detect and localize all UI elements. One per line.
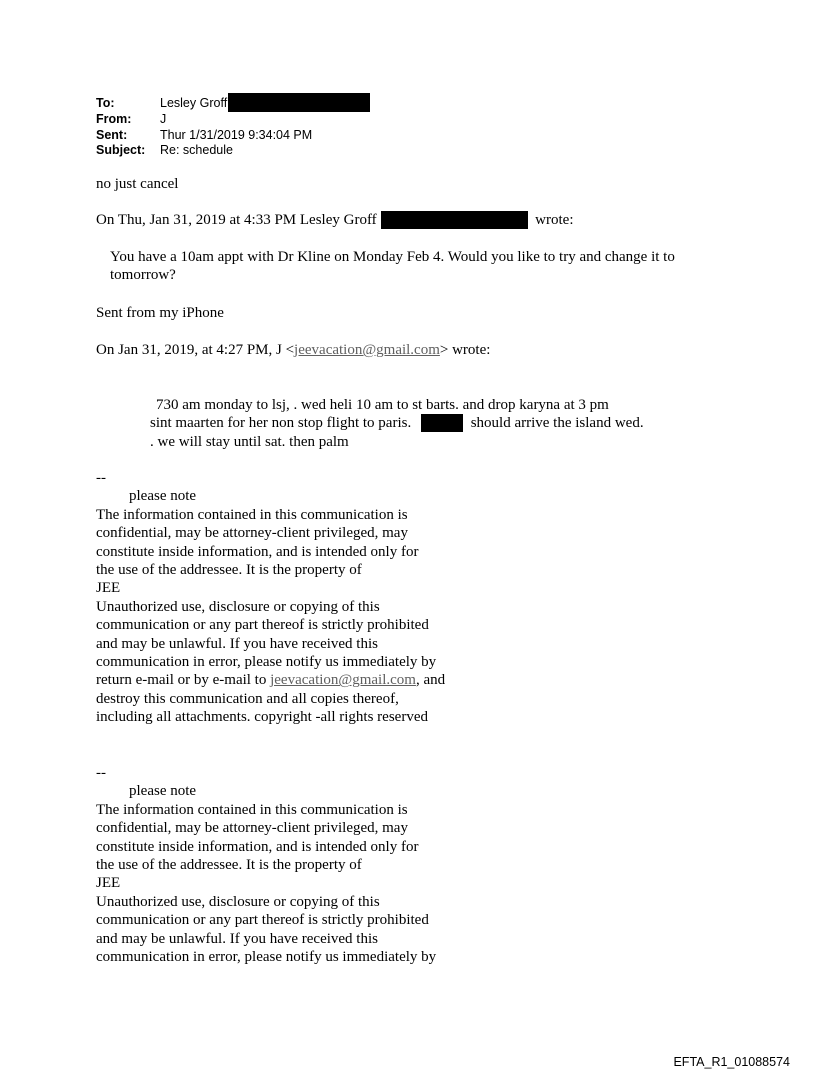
message-line — [150, 414, 644, 432]
quoted-message — [150, 396, 644, 451]
document-id: EFTA_R1_01088574 — [673, 1055, 790, 1069]
email-link[interactable]: jeevacation@gmail.com — [294, 342, 440, 358]
quote1-line: tomorrow? — [110, 267, 176, 284]
message-line: . we will stay until sat. then palm — [150, 433, 349, 450]
footer-line-post: , and — [415, 672, 446, 689]
subject-value: Re: schedule — [160, 143, 233, 157]
redaction-bar — [381, 211, 528, 229]
footer-dashes: -- — [96, 470, 106, 486]
footer-line: communication or any part thereof is strictly prohibited — [96, 912, 429, 929]
footer-line: JEE — [96, 875, 121, 892]
footer-line — [96, 671, 445, 689]
footer-line: communication in error, please notify us immediately by — [96, 949, 437, 966]
footer-line: communication in error, please notify us immediately by — [96, 654, 437, 671]
footer-line: and may be unlawful. If you have received this — [96, 635, 378, 652]
from-value: J — [160, 112, 167, 126]
footer-line: destroy this communication and all copies thereof, — [96, 690, 399, 707]
footer-line: and may be unlawful. If you have received this — [96, 930, 378, 947]
footer-line: constitute inside information, and is intended only for — [96, 838, 419, 855]
footer-line: Unauthorized use, disclosure or copying of this — [96, 598, 380, 615]
email-link[interactable]: jeevacation@gmail.com — [270, 672, 416, 689]
sent-value: Thur 1/31/2019 9:34:04 PM — [160, 127, 313, 142]
quote1-message — [110, 248, 675, 285]
to-label: To: — [96, 96, 115, 110]
footer-dashes: -- — [96, 765, 106, 781]
footer-line: JEE — [96, 580, 121, 597]
footer-note: please note — [129, 488, 197, 505]
footer-note: please note — [129, 783, 197, 800]
footer-line: confidential, may be attorney-client privileged, may — [96, 525, 408, 542]
email-header — [96, 96, 370, 159]
footer-line: the use of the addressee. It is the property of — [96, 857, 362, 874]
footer-line: constitute inside information, and is intended only for — [96, 543, 419, 560]
footer-line: confidential, may be attorney-client privileged, may — [96, 820, 408, 837]
sent-row — [96, 128, 370, 144]
sent-label: Sent: — [96, 127, 128, 142]
message-line-pre: sint maarten for her non stop flight to paris. — [150, 415, 412, 432]
footer-line: including all attachments. copyright -all rights reserved — [96, 709, 428, 726]
quote1-wrote: wrote: — [535, 212, 574, 228]
disclaimer-footer — [96, 469, 445, 727]
disclaimer-footer — [96, 764, 436, 966]
quote1-intro — [96, 211, 574, 229]
redaction-bar — [228, 93, 370, 112]
footer-line-pre: return e-mail or by e-mail to — [96, 672, 271, 689]
message-line: 730 am monday to lsj, . wed heli 10 am to st barts. and drop karyna at 3 pm — [156, 397, 609, 413]
sent-from-signature: Sent from my iPhone — [96, 305, 224, 321]
to-value: Lesley Groff — [160, 96, 228, 110]
quote1-line: You have a 10am appt with Dr Kline on Monday Feb 4. Would you like to try and change it to — [110, 249, 675, 265]
footer-line: the use of the addressee. It is the property of — [96, 562, 362, 579]
footer-line: Unauthorized use, disclosure or copying of this — [96, 893, 380, 910]
from-row — [96, 112, 370, 128]
to-row — [96, 96, 370, 112]
subject-row — [96, 143, 370, 159]
reply-text: no just cancel — [96, 176, 179, 192]
quote2-intro-post: > wrote: — [439, 342, 491, 358]
subject-label: Subject: — [96, 143, 146, 157]
quote1-intro-text: On Thu, Jan 31, 2019 at 4:33 PM Lesley Groff — [96, 212, 377, 228]
from-label: From: — [96, 112, 132, 126]
quote2-intro — [96, 341, 490, 359]
footer-line: communication or any part thereof is strictly prohibited — [96, 617, 429, 634]
footer-line: The information contained in this communication is — [96, 801, 408, 818]
message-line-post: should arrive the island wed. — [470, 415, 644, 432]
quote2-intro-pre: On Jan 31, 2019, at 4:27 PM, J < — [96, 342, 295, 358]
footer-line: The information contained in this communication is — [96, 506, 408, 523]
redaction-bar — [421, 414, 463, 432]
